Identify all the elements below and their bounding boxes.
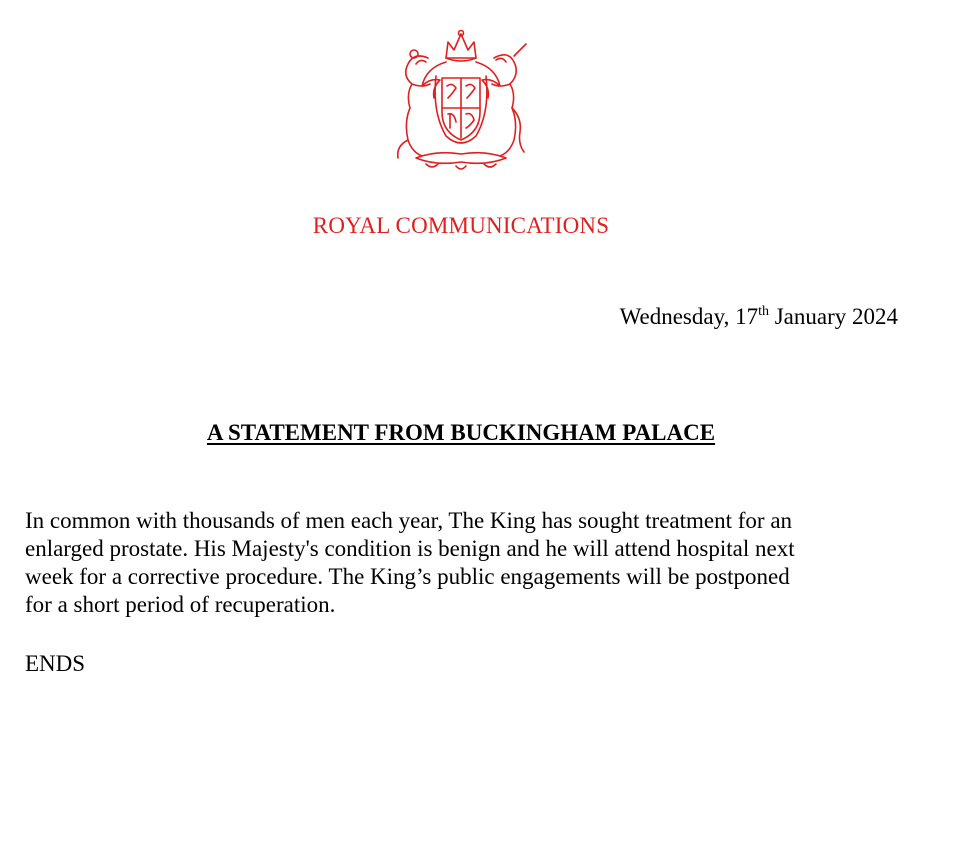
date-ordinal-suffix: th — [758, 304, 769, 319]
motto-scroll — [416, 153, 506, 164]
unicorn-horn — [514, 44, 526, 56]
date-month-year: January 2024 — [768, 304, 898, 329]
statement-title-text: A STATEMENT FROM BUCKINGHAM PALACE — [206, 420, 716, 445]
royal-coat-of-arms-icon — [386, 28, 536, 173]
statement-line: In common with thousands of men each year, The King has sought treatment for an — [25, 508, 793, 533]
crown-orb — [459, 31, 464, 36]
shield-lion-1 — [447, 84, 456, 98]
department-name: ROYAL COMMUNICATIONS — [312, 213, 610, 238]
statement-line: enlarged prostate. His Majesty's condition is benign and he will attend hospital next — [25, 536, 795, 561]
crown-shape — [446, 34, 476, 58]
statement-line: week for a corrective procedure. The King’s public engagements will be postponed — [25, 564, 790, 589]
statement-line: for a short period of recuperation. — [25, 592, 336, 617]
statement-date — [620, 302, 898, 332]
lion-supporter — [406, 56, 430, 156]
unicorn-supporter — [492, 55, 516, 156]
date-weekday-day: Wednesday, 17 — [619, 304, 759, 329]
compartment-plants — [426, 164, 496, 169]
statement-title — [0, 418, 922, 448]
statement-body — [25, 507, 915, 619]
statement-closing: ENDS — [25, 651, 86, 676]
lion-tail — [398, 140, 408, 158]
shield-lion-3 — [466, 114, 474, 128]
shield-harp — [448, 114, 456, 128]
shield-lion-2 — [466, 84, 475, 98]
